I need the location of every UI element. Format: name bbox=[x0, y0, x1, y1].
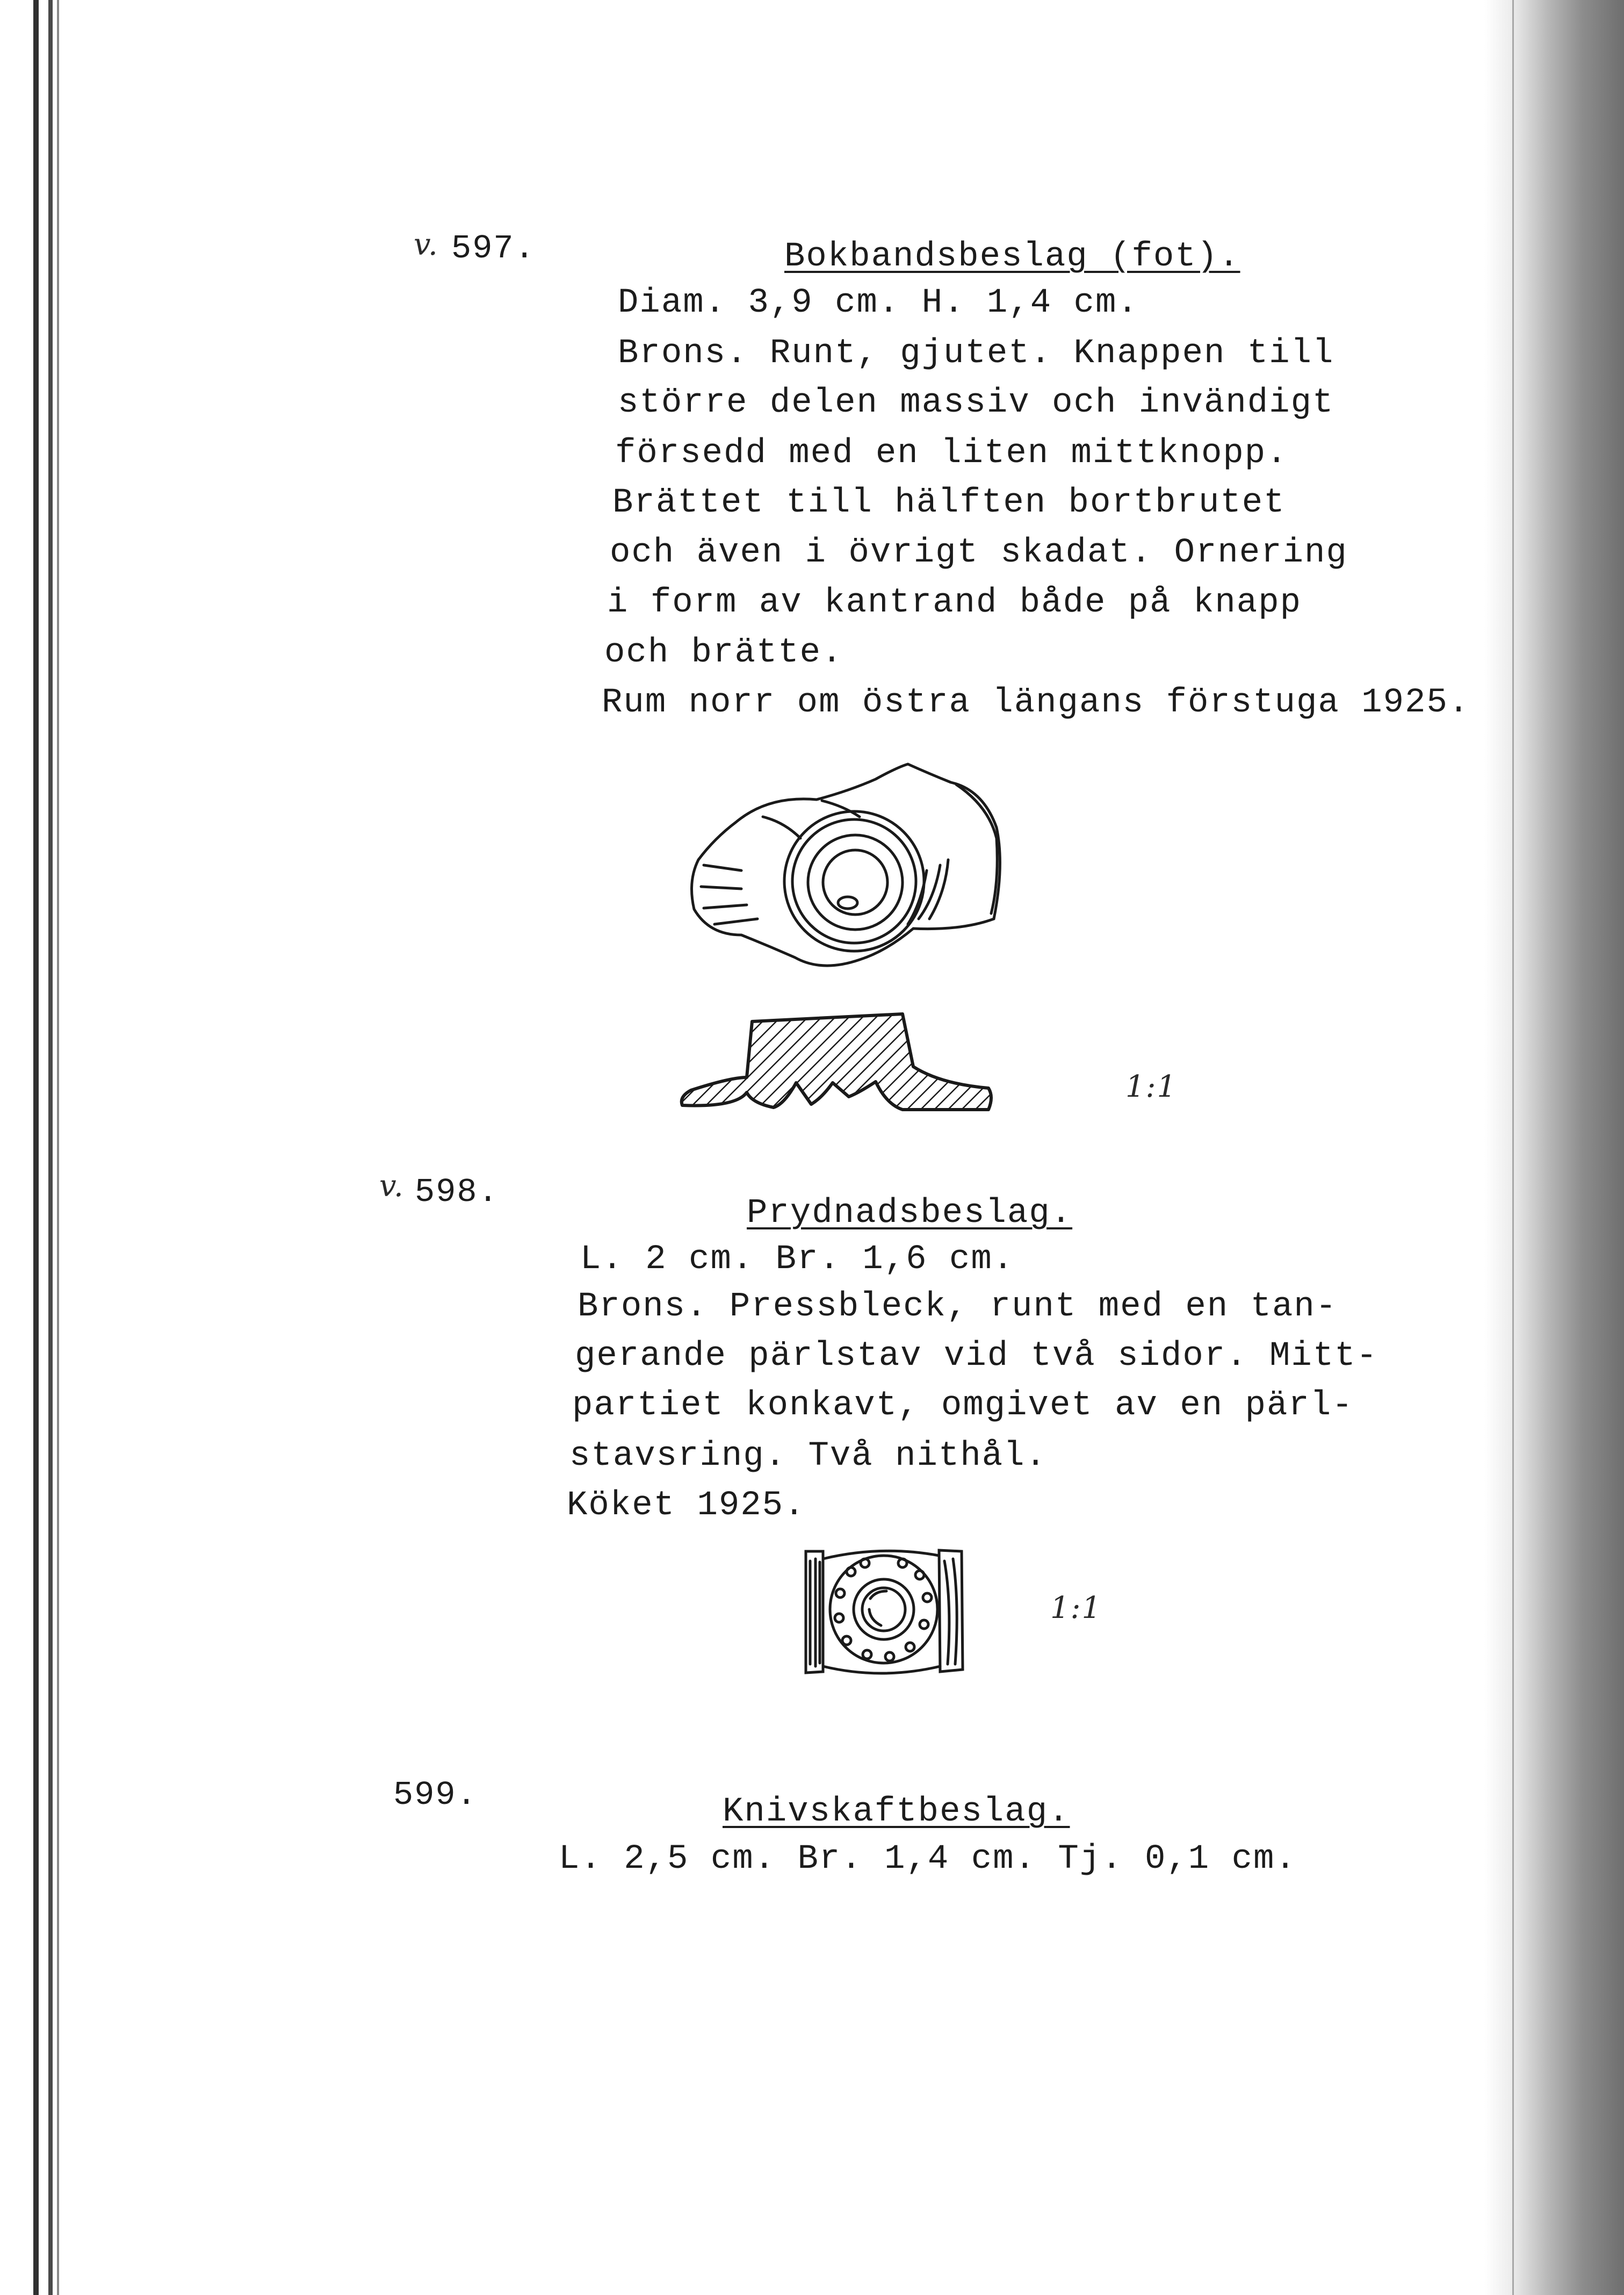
entry-number: 598. bbox=[415, 1173, 499, 1211]
description-line: Brons. Pressbleck, runt med en tan- bbox=[578, 1287, 1338, 1326]
entry-number: 599. bbox=[393, 1776, 478, 1814]
description-line: Brons. Runt, gjutet. Knappen till bbox=[618, 334, 1334, 373]
check-mark: v. bbox=[379, 1169, 405, 1204]
description-line: Rum norr om östra längans förstuga 1925. bbox=[602, 684, 1470, 722]
entry-title: Prydnadsbeslag. bbox=[747, 1194, 1073, 1233]
description-line: Köket 1925. bbox=[567, 1486, 806, 1525]
right-page-shadow bbox=[1484, 0, 1624, 2295]
mount-section-drawing bbox=[672, 1002, 1005, 1131]
entry-title: Knivskaftbeslag. bbox=[723, 1793, 1070, 1831]
entry-title: Bokbandsbeslag (fot). bbox=[784, 238, 1240, 276]
description-line: större delen massiv och invändigt bbox=[618, 384, 1334, 422]
mount-top-view-drawing bbox=[682, 758, 1015, 994]
left-page-edge bbox=[0, 0, 70, 2295]
description-line: partiet konkavt, omgivet av en pärl- bbox=[572, 1386, 1354, 1425]
entry-number: 597. bbox=[451, 229, 536, 268]
description-line: i form av kantrand både på knapp bbox=[607, 584, 1302, 622]
check-mark: v. bbox=[414, 227, 439, 262]
scale-note: 1:1 bbox=[1125, 1069, 1178, 1104]
description-line: och brätte. bbox=[604, 634, 843, 672]
description-line: stavsring. Två nithål. bbox=[569, 1437, 1047, 1476]
description-line: Diam. 3,9 cm. H. 1,4 cm. bbox=[618, 284, 1139, 322]
description-line: försedd med en liten mittknopp. bbox=[615, 434, 1288, 473]
scale-note: 1:1 bbox=[1050, 1591, 1102, 1625]
description-line: L. 2 cm. Br. 1,6 cm. bbox=[580, 1240, 1015, 1279]
description-line: gerande pärlstav vid två sidor. Mitt- bbox=[575, 1337, 1378, 1376]
description-line: L. 2,5 cm. Br. 1,4 cm. Tj. 0,1 cm. bbox=[559, 1840, 1297, 1879]
ornament-fitting-drawing bbox=[795, 1539, 978, 1679]
description-line: och även i övrigt skadat. Ornering bbox=[610, 534, 1348, 572]
description-line: Brättet till hälften bortbrutet bbox=[612, 484, 1286, 522]
